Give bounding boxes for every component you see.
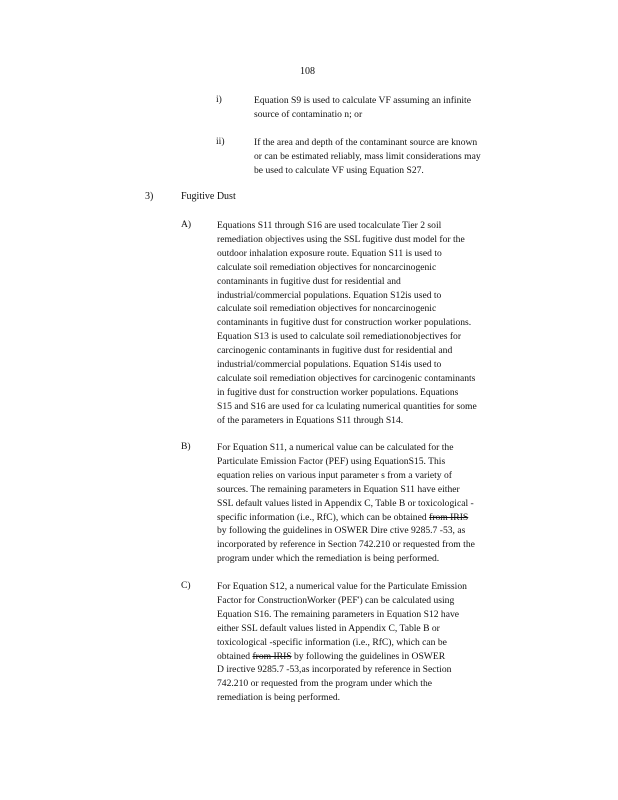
text-line: source of contaminatio n; or: [254, 108, 363, 120]
text-line: remediation objectives using the SSL fugitive dust model for the: [217, 233, 465, 245]
text-line: Particulate Emission Factor (PEF) using EquationS15. This: [217, 455, 446, 467]
text-line: calculate soil remediation objectives for noncarcinogenic: [217, 303, 437, 315]
item-label: i): [216, 94, 222, 105]
section-title: Fugitive Dust: [181, 191, 236, 202]
text-line: carcinogenic contaminants in fugitive dust for residential and: [217, 345, 453, 357]
item-label: ii): [216, 136, 225, 147]
text-line: 742.210 or requested from the program under which the: [217, 678, 432, 690]
text-line: equation relies on various input parameter s from a variety of: [217, 469, 452, 481]
struck-text: from IRIS: [252, 650, 292, 662]
item-text: [254, 94, 524, 122]
struck-text: from IRIS: [429, 511, 469, 523]
text-line: outdoor inhalation exposure route. Equation S11 is used to: [217, 247, 442, 259]
text-line: contaminants in fugitive dust for construction worker populations.: [217, 317, 472, 329]
text-line: contaminants in fugitive dust for residential and: [217, 275, 401, 287]
text-line: incorporated by reference in Section 742.210 or requested from the: [217, 539, 475, 551]
subsection-text: [217, 219, 537, 428]
text-line: program under which the remediation is being performed.: [217, 553, 440, 565]
text-line: or can be estimated reliably, mass limit considerations may: [254, 150, 481, 162]
text-line: either SSL default values listed in Appendix C, Table B or: [217, 622, 440, 634]
subsection-label: B): [181, 441, 191, 452]
text-line: industrial/commercial populations. Equation S12is used to: [217, 289, 442, 301]
text-line: industrial/commercial populations. Equation S14is used to: [217, 359, 442, 371]
page-number: 108: [300, 66, 315, 77]
subsection-text: [217, 580, 537, 705]
text-line: D irective 9285.7 -53,as incorporated by reference in Section: [217, 664, 452, 676]
section-number: 3): [145, 191, 154, 202]
text-fragment: specific information (i.e., RfC), which can be obtained: [217, 511, 430, 523]
text-line: [217, 511, 537, 525]
text-line: toxicological -specific information (i.e., RfC), which can be: [217, 636, 447, 648]
text-line: [217, 650, 537, 664]
text-line: of the parameters in Equations S11 through S14.: [217, 414, 404, 426]
item-text: [254, 136, 536, 178]
text-line: Equation S16. The remaining parameters in Equation S12 have: [217, 608, 460, 620]
text-line: If the area and depth of the contaminant source are known: [254, 137, 478, 148]
text-line: Factor for ConstructionWorker (PEF') can be calculated using: [217, 594, 455, 606]
text-line: by following the guidelines in OSWER Dire ctive 9285.7 -53, as: [217, 525, 466, 537]
text-line: SSL default values listed in Appendix C, Table B or toxicological -: [217, 497, 474, 509]
text-line: remediation is being performed.: [217, 692, 341, 704]
text-line: calculate soil remediation objectives for carcinogenic contaminants: [217, 372, 476, 384]
text-line: For Equation S12, a numerical value for the Particulate Emission: [217, 581, 467, 592]
text-line: Equation S9 is used to calculate VF assuming an infinite: [254, 95, 471, 106]
text-line: sources. The remaining parameters in Equation S11 have either: [217, 483, 460, 495]
subsection-label: C): [181, 580, 191, 591]
text-line: For Equation S11, a numerical value can be calculated for the: [217, 442, 454, 453]
text-line: Equation S13 is used to calculate soil remediationobjectives for: [217, 331, 462, 343]
subsection-text: [217, 441, 537, 566]
text-line: S15 and S16 are used for ca lculating numerical quantities for some: [217, 400, 477, 412]
subsection-label: A): [181, 219, 192, 230]
text-line: in fugitive dust for construction worker populations. Equations: [217, 386, 459, 398]
text-line: Equations S11 through S16 are used tocalculate Tier 2 soil: [217, 220, 442, 231]
text-fragment: by following the guidelines in OSWER: [291, 650, 446, 662]
text-line: calculate soil remediation objectives for noncarcinogenic: [217, 261, 437, 273]
text-fragment: obtained: [217, 650, 253, 662]
text-line: be used to calculate VF using Equation S27.: [254, 164, 424, 176]
